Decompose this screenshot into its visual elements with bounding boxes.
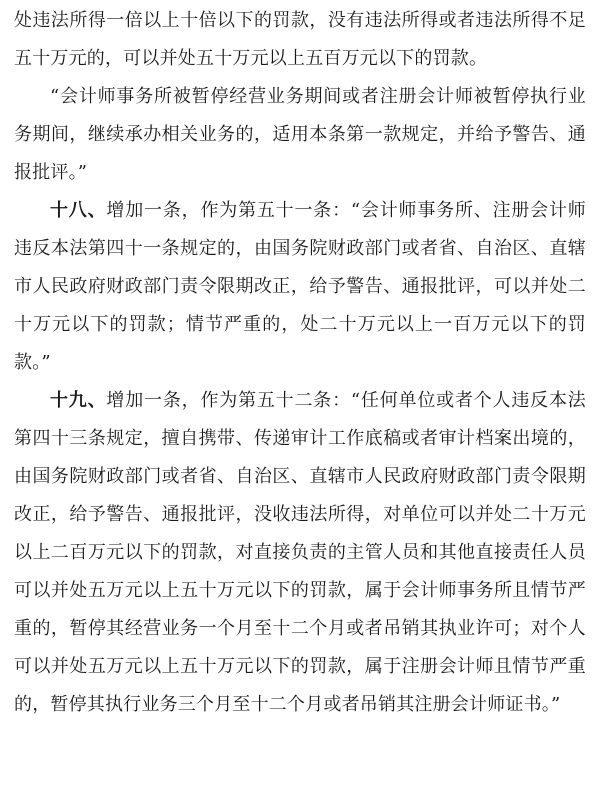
paragraph-continued-penalty: [14, 2, 586, 78]
paragraph-suspension-clause: [14, 78, 586, 192]
paragraph-text: “会计师事务所被暂停经营业务期间或者注册会计师被暂停执行业务期间，继续承办相关业务的，适用本条第一款规定，并给予警告、通报批评。”: [14, 86, 586, 183]
paragraph-item-18: [14, 192, 586, 382]
paragraph-item-19: [14, 382, 586, 724]
item-number: 十八、: [50, 200, 107, 221]
item-number: 十九、: [50, 390, 107, 411]
paragraph-text: 增加一条，作为第五十一条：“会计师事务所、注册会计师违反本法第四十一条规定的，由国务院财政部门或者省、自治区、直辖市人民政府财政部门责令限期改正，给予警告、通报批评，可以并处二十万元以下的罚款；情节严重的，处二十万元以上一百万元以下的罚款。”: [14, 200, 586, 373]
paragraph-text: 增加一条，作为第五十二条：“任何单位或者个人违反本法第四十三条规定，擅自携带、传递审计工作底稿或者审计档案出境的，由国务院财政部门或者省、自治区、直辖市人民政府财政部门责令限期改正，给予警告、通报批评，没收违法所得，对单位可以并处二十万元以上二百万元以下的罚款，对直接负责的主管人员和其他直接责任人员可以并处五万元以上五十万元以下的罚款，属于会计师事务所且情节严重的，暂停其经营业务一个月至十二个月或者吊销其执业许可；对个人可以并处五万元以上五十万元以下的罚款，属于注册会计师且情节严重的，暂停其执行业务三个月至十二个月或者吊销其注册会计师证书。”: [14, 390, 586, 715]
paragraph-text: 处违法所得一倍以上十倍以下的罚款，没有违法所得或者违法所得不足五十万元的，可以并处五十万元以上五百万元以下的罚款。: [14, 10, 586, 69]
